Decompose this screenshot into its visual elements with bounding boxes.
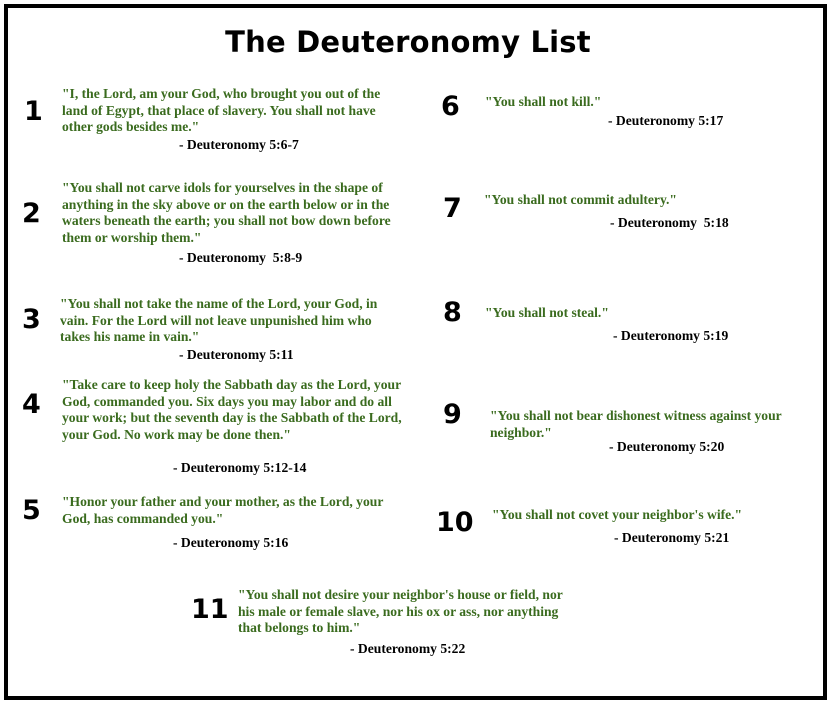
commandment-number-11: 11 (191, 594, 229, 625)
commandment-number-7: 7 (443, 193, 462, 224)
commandment-text-4: "Take care to keep holy the Sabbath day as the Lord, your God, commanded you. Six days you may labor and do all your work; but the seventh day is the Sabbath of the Lord, your God. No work may be done then." (62, 377, 402, 442)
commandment-text-10: "You shall not covet your neighbor's wife." (492, 507, 743, 522)
commandment-reference-1: - Deuteronomy 5:6-7 (179, 137, 299, 152)
commandment-reference-11: - Deuteronomy 5:22 (350, 641, 466, 656)
commandment-text-1: "I, the Lord, am your God, who brought you out of the land of Egypt, that place of slavery. You shall not have other gods besides me." (62, 86, 381, 134)
commandment-number-6: 6 (441, 91, 460, 122)
commandment-text-7: "You shall not commit adultery." (484, 192, 677, 207)
commandment-number-4: 4 (22, 389, 41, 420)
commandment-text-5: "Honor your father and your mother, as the Lord, your God, has commanded you." (62, 494, 384, 526)
commandment-text-11: "You shall not desire your neighbor's house or field, nor his male or female slave, nor his ox or ass, nor anything that belongs to him." (238, 587, 563, 635)
commandment-text-8: "You shall not steal." (485, 305, 609, 320)
commandment-number-9: 9 (443, 399, 462, 430)
commandment-reference-2: - Deuteronomy 5:8-9 (179, 250, 303, 265)
commandment-text-9: "You shall not bear dishonest witness against your neighbor." (490, 408, 782, 440)
page-title: The Deuteronomy List (225, 25, 591, 59)
commandment-number-1: 1 (24, 96, 43, 127)
commandment-reference-4: - Deuteronomy 5:12-14 (173, 460, 307, 475)
commandment-reference-7: - Deuteronomy 5:18 (610, 215, 729, 230)
commandment-reference-5: - Deuteronomy 5:16 (173, 535, 289, 550)
commandment-reference-6: - Deuteronomy 5:17 (608, 113, 724, 128)
commandment-reference-3: - Deuteronomy 5:11 (179, 347, 294, 362)
commandment-text-3: "You shall not take the name of the Lord, your God, in vain. For the Lord will not leave unpunished him who takes his name in vain." (60, 296, 378, 344)
commandment-reference-8: - Deuteronomy 5:19 (613, 328, 729, 343)
commandment-text-2: "You shall not carve idols for yourselves in the shape of anything in the sky above or on the earth below or in the waters beneath the earth; you shall not bow down before them or worship them." (62, 180, 391, 245)
commandment-number-3: 3 (22, 304, 41, 335)
commandment-reference-10: - Deuteronomy 5:21 (614, 530, 730, 545)
commandment-number-5: 5 (22, 495, 41, 526)
document-frame (4, 4, 827, 700)
commandment-number-10: 10 (436, 507, 474, 538)
commandment-reference-9: - Deuteronomy 5:20 (609, 439, 725, 454)
commandment-text-6: "You shall not kill." (485, 94, 602, 109)
commandment-number-2: 2 (22, 198, 41, 229)
commandment-number-8: 8 (443, 297, 462, 328)
